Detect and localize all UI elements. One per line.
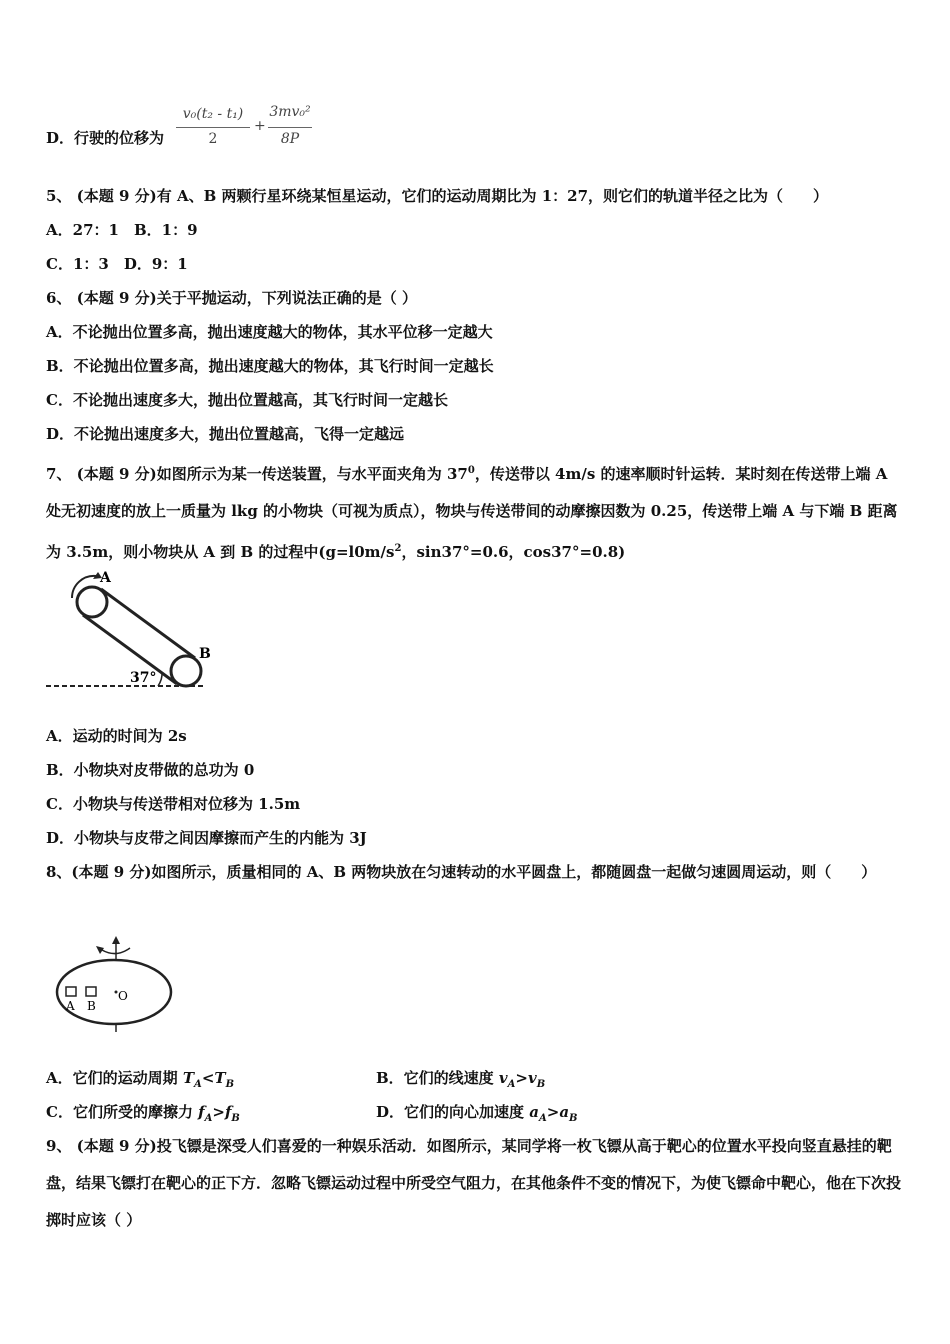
q8-b-sub2: B [536, 1079, 546, 1090]
q8-c-sub1: A [204, 1113, 213, 1124]
q7-stem-sup: 0 [467, 465, 475, 476]
q6-stem: 6、 (本题 9 分)关于平抛运动，下列说法正确的是（ ） [46, 289, 417, 307]
q8-c-text: C．它们所受的摩擦力 [46, 1103, 199, 1121]
q8-d-sub2: B [569, 1113, 578, 1124]
q5-options-ab: A．27：1 B．1：9 [46, 221, 198, 239]
formula-frac1-num: v₀(t₂ - t₁) [182, 106, 244, 122]
formula-frac2-num: 3mv₀² [269, 104, 311, 120]
q7-conveyor-figure [44, 568, 214, 693]
q6-option-a: A．不论抛出位置多高，抛出速度越大的物体，其水平位移一定越大 [46, 323, 493, 341]
q7-option-a: A．运动的时间为 2s [46, 727, 187, 745]
q8-b-var: v [498, 1069, 508, 1087]
label-angle: 37° [130, 670, 157, 686]
q6-option-d: D．不论抛出速度多大，抛出位置越高，飞得一定越远 [46, 425, 405, 443]
q8-option-d [376, 1102, 578, 1129]
formula-frac1-bar [176, 127, 250, 128]
q8-c-op: > [212, 1103, 225, 1121]
q4-formula [176, 104, 316, 154]
formula-frac2-bar [268, 127, 312, 128]
q7-option-c: C．小物块与传送带相对位移为 1.5m [46, 795, 301, 813]
formula-plus: + [254, 118, 266, 134]
q8-d-text: D．它们的向心加速度 [376, 1103, 530, 1121]
q4-option-d [46, 128, 164, 148]
q8-option-a [46, 1068, 234, 1095]
label-b: B [87, 999, 96, 1013]
q5-stem: 5、 (本题 9 分)有 A、B 两颗行星环绕某恒星运动，它们的运动周期比为 1：27，则它们的轨道半径之比为（ ） [46, 187, 829, 205]
q8-a-sub1: A [194, 1079, 202, 1090]
q8-d-op: > [546, 1103, 560, 1121]
block-a [66, 987, 76, 996]
q5-options-cd: C．1：3 D．9：1 [46, 255, 188, 273]
axis-arrow-icon [112, 936, 120, 944]
q8-disc-figure [50, 934, 180, 1034]
q7-stem-p1: 7、 (本题 9 分)如图所示为某一传送装置，与水平面夹角为 37 [46, 465, 468, 483]
q8-a-op: < [201, 1069, 215, 1087]
q8-b-op: > [515, 1069, 528, 1087]
angle-arc [158, 672, 162, 686]
q7-option-d: D．小物块与皮带之间因摩擦而产生的内能为 3J [46, 829, 367, 847]
q9-stem: 9、 (本题 9 分)投飞镖是深受人们喜爱的一种娱乐活动．如图所示，某同学将一枚飞镖从高于靶心的位置水平投向竖直悬挂的靶盘，结果飞镖打在靶心的正下方．忽略飞镖运动过程中所受空气阻力，在其他条件不变的情况下，为使飞镖命中靶心，他在下次投掷时应该（ ） [46, 1137, 902, 1229]
q8-a-sub2: B [225, 1079, 235, 1090]
q8-option-b [376, 1068, 545, 1095]
q8-a-text: A．它们的运动周期 [46, 1069, 183, 1087]
q8-b-sub1: A [507, 1079, 516, 1090]
q8-b-var2: v [527, 1069, 537, 1087]
formula-frac2-den: 8P [280, 131, 300, 147]
block-b [86, 987, 96, 996]
q8-a-var2: T [214, 1069, 226, 1087]
q7-stem-sup2: 2 [394, 543, 402, 554]
q8-d-sub1: A [538, 1113, 547, 1124]
q8-b-text: B．它们的线速度 [376, 1069, 499, 1087]
q8-option-c [46, 1102, 240, 1129]
q8-d-var2: a [559, 1103, 570, 1121]
label-a: A [100, 570, 111, 586]
q7-stem-p2: ，传送带以 4m/s 的速率顺时针运转．某时刻在传送带上端 A 处无初速度的放上一质量为 lkg 的小物块（可视为质点），物块与传送带间的动摩擦因数为 0.25，传送带上端 A 与下端 B 距离为 3.5m，则小物块从 A 到 B 的过程中(g=l0m/s [46, 465, 898, 561]
q4-option-d-label: D．行驶的位移为 [46, 129, 165, 147]
q7-stem-p3: ，sin37°=0.6，cos37°=0.8) [401, 543, 626, 561]
q7-stem [46, 452, 906, 571]
belt-upper [101, 589, 195, 658]
q8-c-var: f [198, 1103, 205, 1121]
q8-stem: 8、(本题 9 分)如图所示，质量相同的 A、B 两物块放在匀速转动的水平圆盘上，都随圆盘一起做匀速圆周运动，则（ ） [46, 863, 877, 881]
formula-frac1-den: 2 [208, 131, 218, 147]
label-a: A [66, 999, 75, 1013]
q8-c-var2: f [224, 1103, 232, 1121]
label-o: O [118, 989, 128, 1003]
label-b: B [199, 646, 211, 662]
q6-option-c: C．不论抛出速度多大，抛出位置越高，其飞行时间一定越长 [46, 391, 448, 409]
q8-d-var: a [529, 1103, 539, 1121]
q8-a-var: T [182, 1069, 195, 1087]
q6-option-b: B．不论抛出位置多高，抛出速度越大的物体，其飞行时间一定越长 [46, 357, 494, 375]
q8-c-sub2: B [231, 1113, 240, 1124]
q7-option-b: B．小物块对皮带做的总功为 0 [46, 761, 255, 779]
